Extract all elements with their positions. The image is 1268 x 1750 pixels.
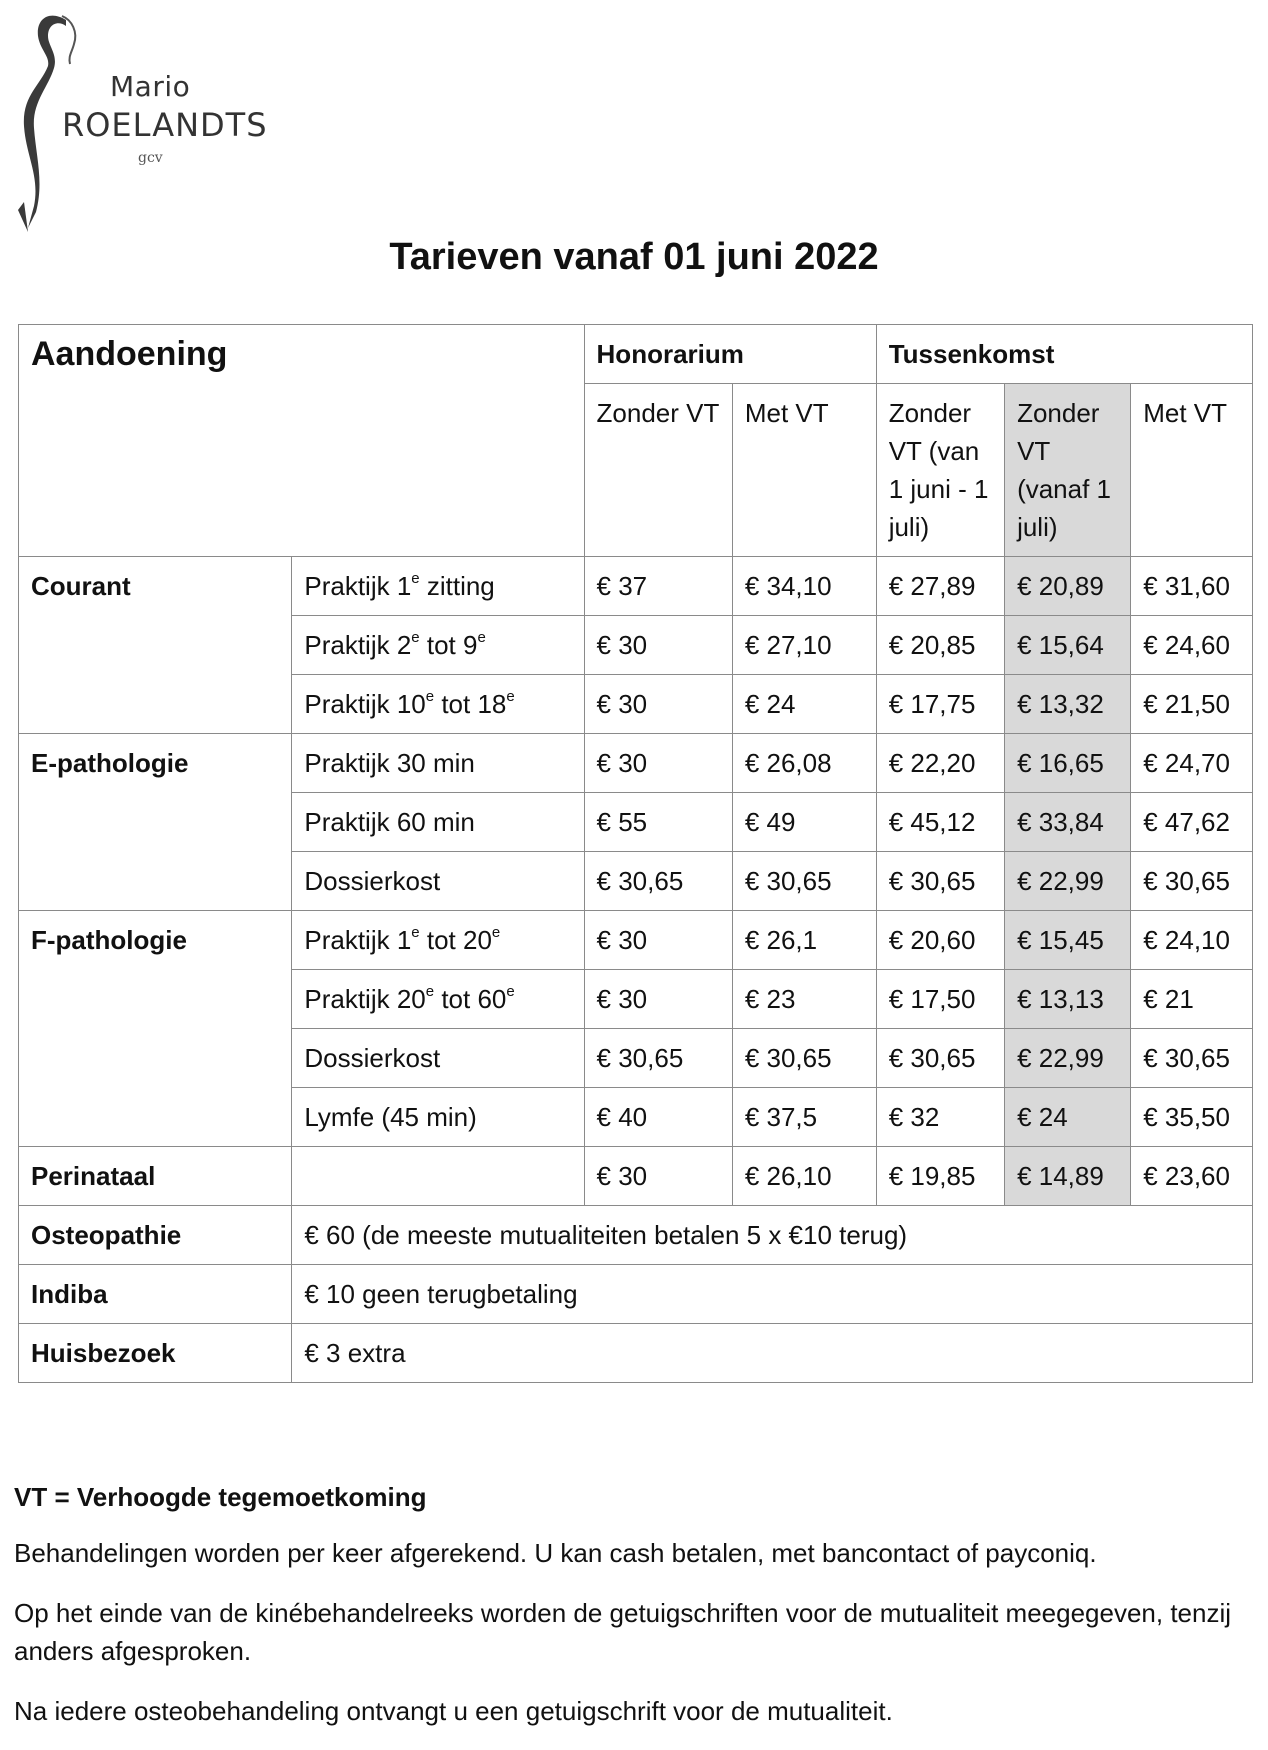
row-treatment-label [292,852,584,911]
price-cell: € 30 [584,734,732,793]
price-cell: € 27,10 [732,616,876,675]
label-part: Praktijk 1 [304,571,412,601]
price-cell: € 20,85 [876,616,1004,675]
ordinal-superscript: e [491,924,501,941]
price-cell: € 47,62 [1131,793,1253,852]
row-treatment-label [292,793,584,852]
table-row [19,734,1253,793]
row-group-label: F-pathologie [19,911,292,1147]
price-cell: € 30 [584,675,732,734]
price-cell: € 17,50 [876,970,1004,1029]
table-row [19,1265,1253,1324]
price-cell: € 24 [1005,1088,1131,1147]
price-cell: € 35,50 [1131,1088,1253,1147]
row-treatment-label [292,911,584,970]
row-treatment-label [292,557,584,616]
ordinal-superscript: e [411,924,420,941]
rates-table [18,324,1253,1383]
price-cell: € 23,60 [1131,1147,1253,1206]
notes [14,1478,1258,1750]
price-cell: € 30,65 [584,852,732,911]
row-group-label: E-pathologie [19,734,292,911]
logo-firstname: Mario [110,70,191,103]
ordinal-superscript: e [477,629,486,646]
price-cell: € 22,20 [876,734,1004,793]
price-cell: € 40 [584,1088,732,1147]
row-treatment-label [292,734,584,793]
note-vt-definition: VT = Verhoogde tegemoetkoming [14,1482,427,1512]
price-cell: € 30,65 [1131,852,1253,911]
label-part: tot 20 [419,925,492,955]
row-treatment-label [292,1029,584,1088]
extra-price-text: € 3 extra [292,1324,1253,1383]
price-cell: € 30 [584,1147,732,1206]
ordinal-superscript: e [411,570,420,587]
ordinal-superscript: e [425,688,435,705]
ordinal-superscript: e [411,629,420,646]
logo-suffix: gcv [138,150,163,166]
price-cell: € 22,99 [1005,1029,1131,1088]
price-cell: € 30,65 [732,852,876,911]
logo [10,6,268,236]
price-cell: € 26,08 [732,734,876,793]
price-cell: € 49 [732,793,876,852]
price-cell: € 24 [732,675,876,734]
price-cell: € 21,50 [1131,675,1253,734]
subheader-zonder-vt-juni: Zonder VT (van 1 juni - 1 juli) [876,384,1004,557]
row-treatment-label [292,616,584,675]
header-tussenkomst: Tussenkomst [876,325,1252,384]
row-treatment-label [292,970,584,1029]
price-cell: € 30,65 [876,1029,1004,1088]
price-cell: € 30,65 [876,852,1004,911]
row-treatment-label [292,675,584,734]
price-cell: € 13,32 [1005,675,1131,734]
header-honorarium: Honorarium [584,325,876,384]
price-cell: € 24,60 [1131,616,1253,675]
ordinal-superscript: e [506,688,515,705]
note-certificates: Op het einde van de kinébehandelreeks worden de getuigschriften voor de mutualiteit meegegeven, tenzij anders afgesproken. [14,1598,1232,1666]
ordinal-superscript: e [425,983,435,1000]
price-cell: € 30 [584,970,732,1029]
extra-label: Osteopathie [19,1206,292,1265]
price-cell: € 31,60 [1131,557,1253,616]
price-cell: € 37 [584,557,732,616]
header-aandoening: Aandoening [19,325,585,557]
table-row [19,1147,1253,1206]
price-cell: € 22,99 [1005,852,1131,911]
ordinal-superscript: e [506,983,515,1000]
label-part: Lymfe (45 min) [304,1102,477,1132]
table-row [19,557,1253,616]
page-title: Tarieven vanaf 01 juni 2022 [389,236,879,278]
price-cell: € 30,65 [584,1029,732,1088]
row-treatment-label [292,1147,584,1206]
price-cell: € 13,13 [1005,970,1131,1029]
price-cell: € 32 [876,1088,1004,1147]
note-payment: Behandelingen worden per keer afgerekend. U kan cash betalen, met bancontact of payconiq. [14,1538,1097,1568]
extra-label: Huisbezoek [19,1324,292,1383]
price-cell: € 55 [584,793,732,852]
label-part: Praktijk 30 min [304,748,475,778]
extra-price-text: € 60 (de meeste mutualiteiten betalen 5 x €10 terug) [292,1206,1253,1265]
logo-surname: ROELANDTS [62,106,268,144]
label-part: tot 60 [434,984,507,1014]
price-cell: € 30,65 [732,1029,876,1088]
price-cell: € 19,85 [876,1147,1004,1206]
price-cell: € 17,75 [876,675,1004,734]
header-row-1 [19,325,1253,384]
price-cell: € 15,45 [1005,911,1131,970]
price-cell: € 30 [584,616,732,675]
price-cell: € 16,65 [1005,734,1131,793]
subheader-tussenkomst-met-vt: Met VT [1131,384,1253,557]
price-cell: € 30 [584,911,732,970]
table-row [19,1206,1253,1265]
row-treatment-label [292,1088,584,1147]
extra-label: Indiba [19,1265,292,1324]
label-part: Praktijk 1 [304,925,412,955]
label-part: Praktijk 10 [304,689,426,719]
price-cell: € 26,1 [732,911,876,970]
subheader-zonder-vt-juli: Zonder VT (vanaf 1 juli) [1005,384,1131,557]
price-cell: € 21 [1131,970,1253,1029]
price-cell: € 27,89 [876,557,1004,616]
table-row [19,911,1253,970]
subheader-zonder-vt: Zonder VT [584,384,732,557]
row-group-label: Courant [19,557,292,734]
price-cell: € 26,10 [732,1147,876,1206]
extra-price-text: € 10 geen terugbetaling [292,1265,1253,1324]
note-osteo: Na iedere osteobehandeling ontvangt u een getuigschrift voor de mutualiteit. [14,1696,893,1726]
label-part: Praktijk 20 [304,984,426,1014]
price-cell: € 15,64 [1005,616,1131,675]
label-part: Praktijk 60 min [304,807,475,837]
price-cell: € 24,10 [1131,911,1253,970]
price-cell: € 30,65 [1131,1029,1253,1088]
price-cell: € 20,60 [876,911,1004,970]
label-part: tot 18 [434,689,507,719]
price-cell: € 34,10 [732,557,876,616]
table-row [19,1324,1253,1383]
price-cell: € 23 [732,970,876,1029]
price-cell: € 20,89 [1005,557,1131,616]
price-cell: € 33,84 [1005,793,1131,852]
label-part: tot 9 [419,630,478,660]
price-cell: € 14,89 [1005,1147,1131,1206]
price-cell: € 24,70 [1131,734,1253,793]
label-part: zitting [419,571,495,601]
row-group-label: Perinataal [19,1147,292,1206]
label-part: Dossierkost [304,1043,441,1073]
price-cell: € 45,12 [876,793,1004,852]
subheader-met-vt: Met VT [732,384,876,557]
label-part: Dossierkost [304,866,441,896]
price-cell: € 37,5 [732,1088,876,1147]
label-part: Praktijk 2 [304,630,412,660]
